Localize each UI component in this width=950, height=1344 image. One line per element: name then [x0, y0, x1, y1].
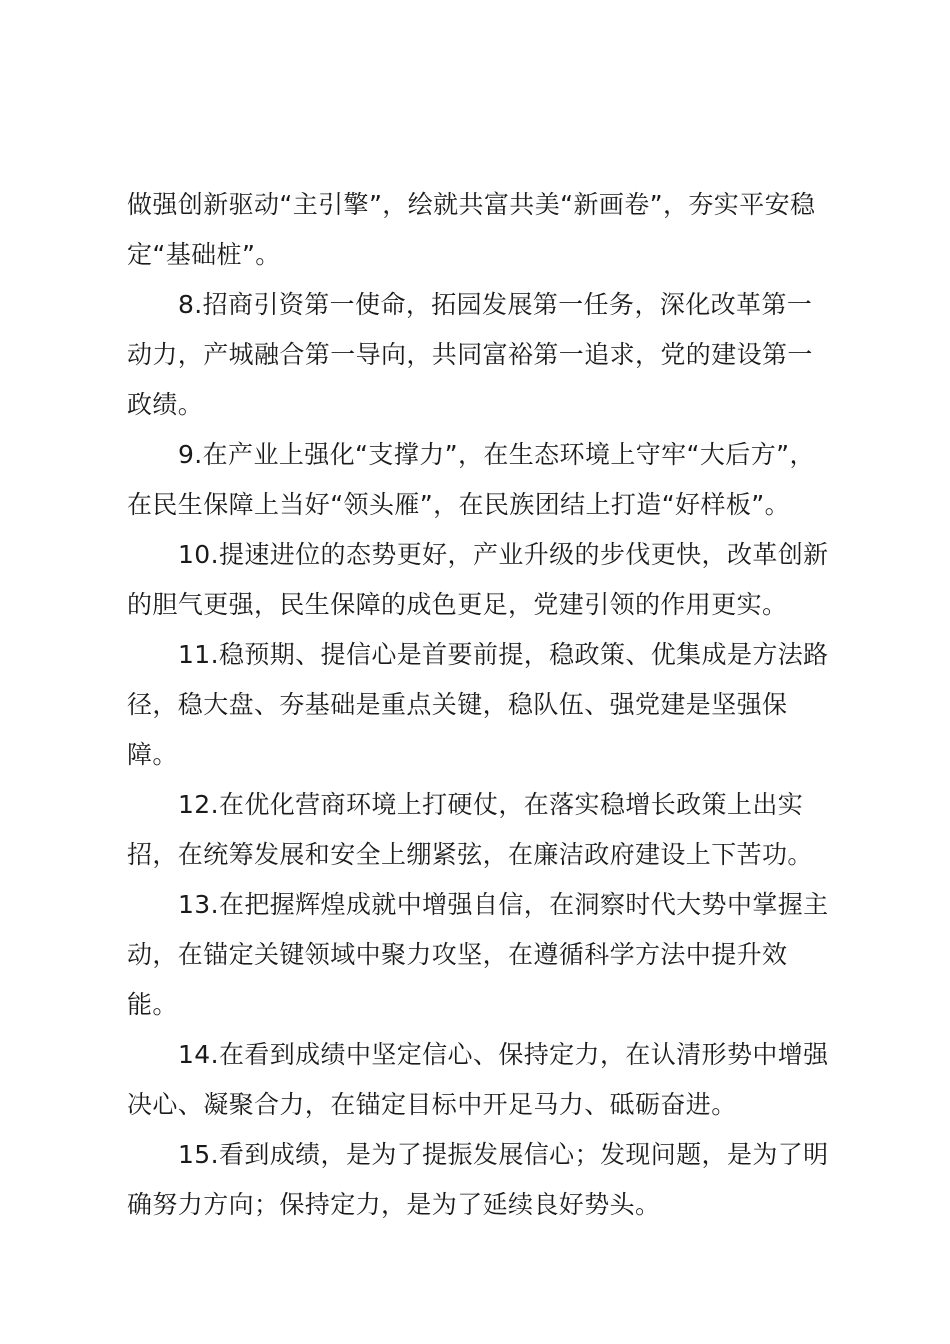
paragraph-item-12: 12.在优化营商环境上打硬仗，在落实稳增长政策上出实招，在统筹发展和安全上绷紧弦，在廉洁政府建设上下苦功。	[127, 790, 813, 869]
document-body	[127, 180, 835, 1230]
paragraph-item-8: 8.招商引资第一使命，拓园发展第一任务，深化改革第一动力，产城融合第一导向，共同富裕第一追求，党的建设第一政绩。	[127, 290, 813, 419]
paragraph-item-9: 9.在产业上强化“支撑力”，在生态环境上守牢“大后方”，在民生保障上当好“领头雁”，在民族团结上打造“好样板”。	[127, 440, 815, 519]
paragraph-item-13: 13.在把握辉煌成就中增强自信，在洞察时代大势中掌握主动，在锚定关键领域中聚力攻坚，在遵循科学方法中提升效能。	[127, 890, 829, 1019]
paragraph-continued: 做强创新驱动“主引擎”，绘就共富共美“新画卷”，夯实平安稳定“基础桩”。	[127, 190, 816, 269]
paragraph-item-10: 10.提速进位的态势更好，产业升级的步伐更快，改革创新的胆气更强，民生保障的成色更足，党建引领的作用更实。	[127, 540, 829, 619]
paragraph-item-15: 15.看到成绩，是为了提振发展信心；发现问题，是为了明确努力方向；保持定力，是为了延续良好势头。	[127, 1140, 829, 1219]
paragraph-item-14: 14.在看到成绩中坚定信心、保持定力，在认清形势中增强决心、凝聚合力，在锚定目标中开足马力、砥砺奋进。	[127, 1040, 829, 1119]
paragraph-item-11: 11.稳预期、提信心是首要前提，稳政策、优集成是方法路径，稳大盘、夯基础是重点关键，稳队伍、强党建是坚强保障。	[127, 640, 829, 769]
